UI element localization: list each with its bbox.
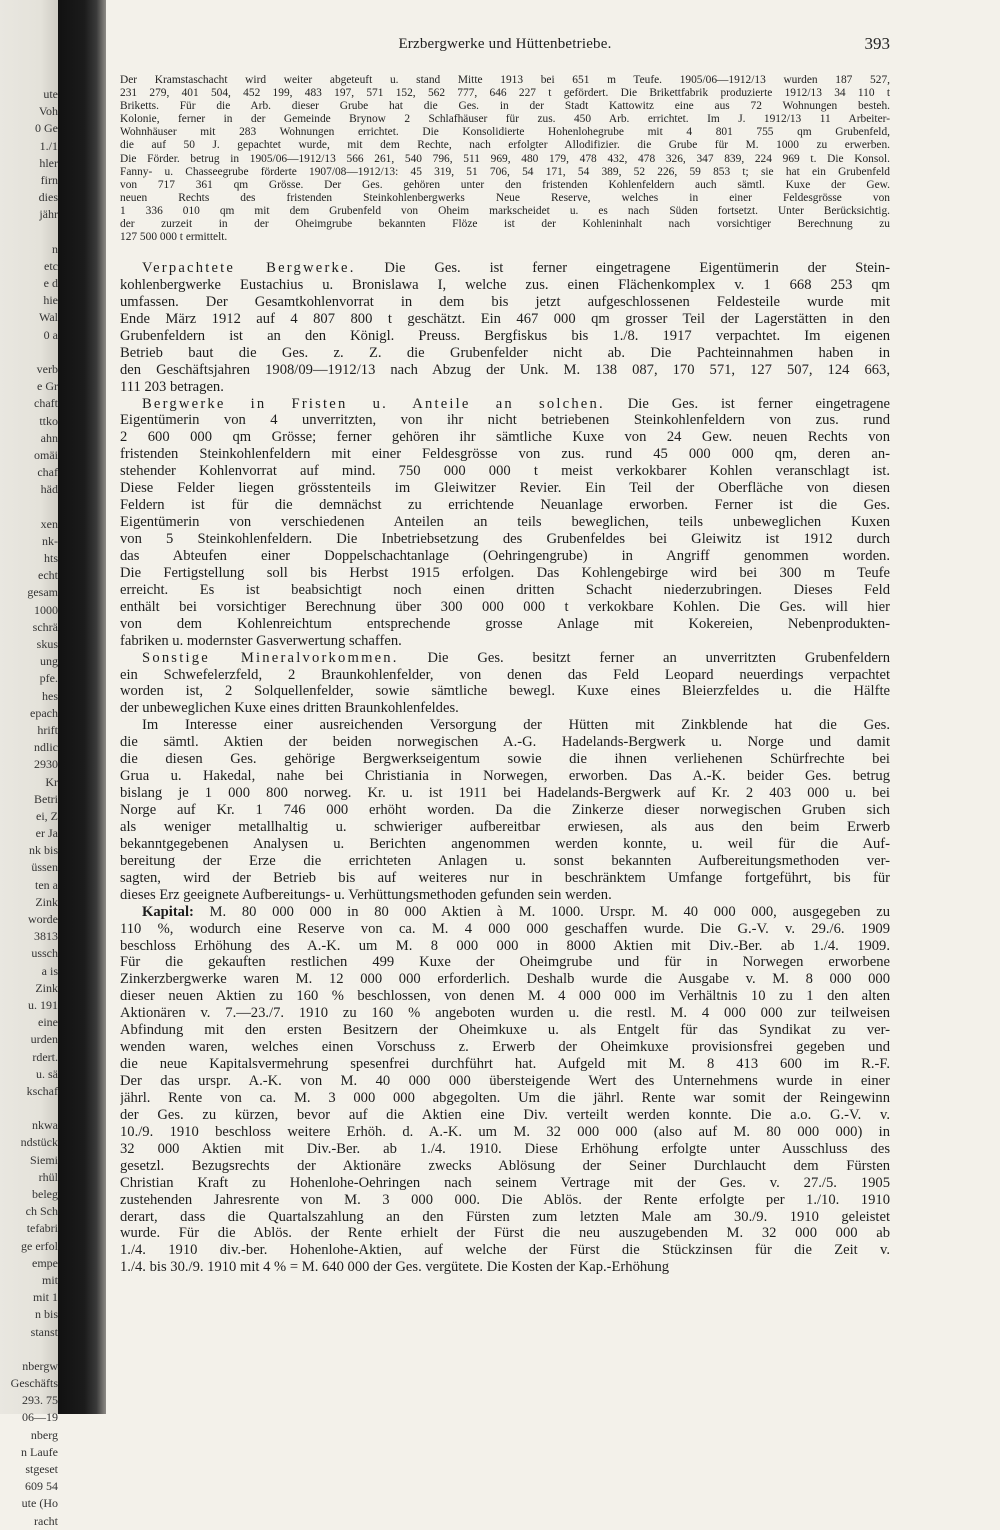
fragment-line: Betri: [34, 791, 58, 806]
text-line: Für die gekauften restlichen 499 Kuxe der Oheimgrube und für in Norwegen erworbene: [120, 954, 890, 971]
text-line: beschloss Erhöhung des A.-K. um M. 8 000 000 in 8000 Aktien mit Div.-Ber. ab 1./4. 1909.: [120, 937, 890, 954]
small-print-line: Der Kramstaschacht wird weiter abgeteuft u. stand Mitte 1913 bei 651 m Teufe. 1905/06—1912/13 wurden 187 527,: [120, 74, 890, 86]
small-print-line: Kolonie, ferner in der Gemeinde Brynow 2 Schlafhäuser für zus. 450 Arb. errichtet. Im J. 1912/13 11 Arbeiter-: [120, 113, 890, 126]
fragment-line: jähr: [39, 207, 58, 222]
text-line: von dem Kohlenreichtum entsprechende grosse Anlage mit Kokereien, Nebenprodukten-: [120, 615, 890, 632]
text-line: der Ges. zu kürzen, bevor auf die Aktien eine Div. verteilt werden konnte. Die a.o. G.-V. v.: [120, 1106, 890, 1123]
small-print-line: Wohnhäuser mit 283 Wohnungen errichtet. Die Konsolidierte Hohenlohegrube mit 4 801 755 qm Grubenfeld,: [120, 126, 890, 139]
fragment-line: [0, 499, 58, 516]
fragment-line: 0 a: [43, 327, 58, 342]
text-line: als weniger metallhaltig u. schwieriger aufbereitbar erwiesen, als aus den beim Erwerb: [120, 818, 890, 835]
fragment-line: beleg: [32, 1187, 58, 1201]
fragment-line: Zink: [35, 894, 58, 909]
page-number: 393: [864, 34, 890, 53]
text-line: der unbeweglichen Kuxe eines dritten Braunkohlenfeldes.: [120, 700, 459, 717]
fragment-line: u. 191: [28, 997, 58, 1012]
fragment-line: u. sä: [36, 1066, 58, 1081]
fragment-line: worde: [28, 912, 58, 926]
fragment-line: echt: [38, 568, 58, 583]
text-line: die diesen Ges. gehörige Bergwerkseigentum sowie die ihnen verliehenen Schürfrechte bei: [120, 751, 890, 768]
fragment-line: ndstück: [20, 1135, 58, 1150]
fragment-line: Siemi: [29, 1152, 58, 1167]
fragment-line: ute: [43, 87, 58, 101]
paragraph: [120, 260, 890, 396]
fragment-line: etc: [44, 258, 58, 273]
fragment-line: 609 54: [25, 1479, 58, 1494]
fragment-line: [0, 1100, 58, 1117]
fragment-line: pfe.: [39, 671, 58, 686]
fragment-line: rdert.: [32, 1049, 58, 1064]
text-line: Grubenfeldern ist an den Königl. Preuss. Bergfiskus bis 1./8. 1917 verpachtet. Im eigenen: [120, 327, 890, 344]
book-spine-shadow: [58, 0, 106, 1414]
text-line: 32 000 Aktien mit Div.-Ber. ab 1./4. 1910. Diese Erhöhung erfolgte unter Ausschluss des: [120, 1140, 890, 1157]
line-text: M. 80 000 000 in 80 000 Aktien à M. 1000. Urspr. M. 40 000 000, ausgegeben zu: [193, 903, 890, 920]
fragment-line: racht: [34, 1513, 58, 1528]
text-line: 2 600 000 qm Grösse; ferner gehören ihr sämtliche Kuxe von 24 Gew. neuen Rechts von: [120, 429, 890, 446]
fragment-line: ung: [40, 654, 58, 669]
paragraph: [120, 650, 890, 718]
text-line: 1./4. bis 30./9. 1910 mit 4 % = M. 640 000 der Ges. vergütete. Die Kosten der Kap.-Erhöhung: [120, 1259, 670, 1276]
text-line: dieser neuen Aktien zu 160 % beschlossen, von denen M. 4 000 000 im Verhältnis 10 zu 1 den alten: [120, 988, 890, 1005]
line-text: Die Ges. ist ferner eingetragene Eigentümerin der Stein-: [355, 260, 890, 276]
text-line: erreicht. Es ist beabsichtigt noch einen dritten Schacht niederzubringen. Dieses Feld: [120, 581, 890, 598]
text-line: die neue Kapitalsvermehrung spesenfrei durchführt hat. Aufgeld mit M. 8 413 600 im R.-F.: [120, 1056, 890, 1073]
text-line: Aktionären v. 7.—23./7. 1910 zu 160 % angeboten wurden u. die restl. M. 4 000 000 zur teilweisen: [120, 1005, 890, 1022]
text-line: umfassen. Der Gesamtkohlenvorrat in dem bis jetzt aufgeschlossenen Feldesteile wurde mit: [120, 293, 890, 310]
fragment-line: ussch: [31, 946, 58, 961]
fragment-line: hts: [43, 551, 58, 566]
small-print-line: 1 336 010 qm mit dem Grubenfeld von Oheim markscheidet u. es nach Süden fortsetzt. Unter Berücksichtig.: [120, 204, 890, 217]
fragment-line: Zink: [35, 980, 58, 995]
text-line: den Geschäftsjahren 1908/09—1912/13 nach Abzug der Unk. M. 138 087, 170 571, 127 507, 124 663,: [120, 361, 890, 378]
text-line: gesetzl. Bezugsrechts der Aktionäre zwecks Ablösung der Seiner Durchlaucht dem Fürsten: [120, 1157, 890, 1174]
text-line: derart, dass die Quartalszahlung an den Fürsten zum letzten Male am 30./9. 1910 geleistet: [120, 1208, 890, 1225]
fragment-line: ute (Ho: [21, 1496, 58, 1511]
fragment-line: nk-: [42, 533, 58, 548]
paragraph-heading: Verpachtete Bergwerke.: [142, 260, 356, 276]
text-line: Eigentümerin von verschiedenen Anteilen an teils beweglichen, teils unbeweglichen Kuxen: [120, 514, 890, 531]
fragment-line: hler: [39, 155, 58, 170]
text-line: bereitung der Erze die errichteten Anlagen u. sonst bekannten Aufbereitungsmethoden ver-: [120, 852, 890, 869]
small-print-line: von 717 361 qm Grösse. Der Ges. gehören unter den fristenden Kohlenfeldern auch sämtl. Kuxe der Gew.: [120, 178, 890, 191]
text-line: stehender Kohlenvorrat auf mind. 750 000 000 t meist verkokbarer Kohlen veranschlagt ist.: [120, 463, 890, 480]
fragment-line: hrift: [37, 722, 58, 737]
text-line: wenden waren, welches einen Vorschuss z. Erwerb der Oheimkuxe provisionsfrei gegeben und: [120, 1039, 890, 1056]
fragment-line: firn: [40, 172, 58, 187]
fragment-line: nk bis: [28, 843, 58, 858]
fragment-line: eine: [38, 1015, 58, 1030]
fragment-line: empe: [32, 1255, 58, 1270]
fragment-line: ch Sch: [25, 1204, 58, 1219]
fragment-line: mit: [41, 1272, 58, 1287]
text-line: [120, 650, 890, 667]
main-text: [120, 260, 890, 1276]
small-print-line: Briketts. Für die Arb. dieser Grube hat die Ges. in der Stadt Kattowitz eine aus 72 Wohnungen besteh.: [120, 100, 890, 113]
fragment-line: [0, 224, 58, 241]
fragment-line: rhül: [38, 1169, 58, 1184]
text-line: worden ist, 2 Solquellenfelder, sowie sämtliche bewegl. Kuxe eines Bleierzfeldes u. die Hälfte: [120, 683, 890, 700]
small-print-paragraph: [120, 74, 890, 244]
fragment-line: kschaf: [26, 1083, 58, 1098]
fragment-line: tefabri: [26, 1221, 58, 1236]
text-line: Grua u. Hakedal, nahe bei Christiania in Norwegen, erworben. Das A.-K. beider Ges. betrug: [120, 768, 890, 785]
fragment-line: verb: [36, 362, 58, 376]
fragment-line: [0, 1341, 58, 1358]
fragment-line: 0 Ge: [35, 121, 58, 136]
fragment-line: xen: [40, 516, 58, 531]
fragment-line: ndlic: [34, 740, 58, 755]
text-line: [120, 396, 890, 413]
fragment-line: 1000: [34, 602, 58, 617]
line-text: Die Ges. ist ferner eingetragene: [604, 395, 890, 412]
fragment-line: 1./1: [39, 138, 58, 153]
fragment-line: nkwa: [32, 1118, 58, 1133]
small-print-line: 127 500 000 t ermittelt.: [120, 231, 228, 244]
text-line: fabriken u. modernster Gasverwertung schaffen.: [120, 632, 402, 649]
small-print-line: neuen Rechts des fristenden Steinkohlenbergwerks Neue Reserve, welches in einer Feldesgrösse von: [120, 191, 890, 204]
fragment-line: a is: [41, 963, 58, 978]
fragment-line: Kr: [45, 774, 58, 789]
small-print-line: Die Förder. betrug in 1905/06—1912/13 566 261, 540 796, 511 969, 480 179, 478 432, 478 326, 347 839, 224 969 t. Die Konsol.: [120, 152, 890, 165]
fragment-line: ten a: [35, 877, 58, 892]
line-text: Die Ges. besitzt ferner an unverritzten Grubenfeldern: [398, 649, 890, 666]
small-print-line: 231 279, 401 504, 452 199, 483 197, 571 152, 562 777, 646 227 t gefördert. Die Brikettfabrik produzierte 1912/13 34 110 t: [120, 87, 890, 100]
text-line: Die Fertigstellung soll bis Herbst 1915 erfolgen. Das Kohlengebirge wird bei 300 m Teufe: [120, 564, 890, 581]
text-line: [120, 904, 890, 921]
text-line: dieses Erz geeignete Aufbereitungs- u. Verhüttungsmethoden gefunden sein werden.: [120, 886, 612, 903]
running-title: Erzbergwerke und Hüttenbetriebe.: [398, 36, 612, 52]
fragment-line: 06—19: [22, 1410, 58, 1425]
fragment-line: chaf: [37, 465, 58, 480]
fragment-line: chaft: [34, 396, 58, 411]
text-line: bislang je 1 000 800 norweg. Kr. u. ist 1911 bei Hadelands-Bergwerk auf Kr. 2 403 000 u. bei: [120, 785, 890, 802]
fragment-line: 3813: [34, 929, 58, 944]
text-line: jährl. Rente von ca. M. 3 000 000 abgegolten. Um die jährl. Rente war somit der Reingewinn: [120, 1089, 890, 1106]
fragment-line: ttko: [39, 413, 58, 428]
paragraph-heading: Bergwerke in Fristen u. Anteile an solchen.: [142, 395, 605, 412]
text-line: Diese Felder liegen grösstenteils im Gleiwitzer Revier. Ein Teil der Oberfläche von diesen: [120, 480, 890, 497]
fragment-line: dies: [38, 190, 58, 205]
fragment-line: mit 1: [32, 1290, 58, 1305]
text-line: Zinkerzbergwerke waren M. 12 000 000 erforderlich. Deshalb wurde die Ausgabe v. M. 8 000 000: [120, 971, 890, 988]
text-line: 110 %, wodurch eine Reserve von ca. M. 4 000 000 geschaffen wurde. Die G.-V. v. 29./6. 1909: [120, 920, 890, 937]
text-line: 10./9. 1910 beschloss weitere Erhöh. d. A.-K. um M. 32 000 000 (also auf M. 80 000 000) in: [120, 1123, 890, 1140]
fragment-line: omäi: [34, 447, 58, 462]
fragment-line: ei, Z: [36, 808, 58, 823]
text-line: [120, 260, 890, 277]
small-print-line: die auf 50 J. gepachtet wurde, mit dem Rechte, nach erfolgter Allodifizier. die Grube für M. 1000 zu erwerben.: [120, 139, 890, 152]
running-header: [120, 36, 890, 60]
fragment-line: skus: [36, 637, 58, 651]
text-line: Ende März 1912 auf 4 807 800 t geschätzt. Ein 467 000 qm grosser Teil der Lagerstätten in den: [120, 310, 890, 327]
fragment-line: ge erfol: [21, 1238, 58, 1253]
text-line: Betrieb baut die Ges. z. Z. die Grubenfelder nicht ab. Die Pachteinnahmen haben in: [120, 344, 890, 361]
text-line: ein Schwefelerzfeld, 2 Braunkohlenfelder, von denen das Feld Leopard neuerdings verpachtet: [120, 666, 890, 683]
fragment-line: urden: [30, 1032, 58, 1047]
text-line: Abfindung mit den ersten Besitzern der Oheimkuxe u. als Entgelt für das Syndikat zu ver-: [120, 1022, 890, 1039]
fragment-line: epach: [30, 705, 58, 720]
fragment-line: Geschäfts: [10, 1376, 58, 1391]
text-line: Christian Kraft zu Hohenlohe-Oehringen nach seinem Vertrage mit der Ges. v. 27./5. 1905: [120, 1174, 890, 1191]
fragment-line: hie: [43, 293, 58, 308]
fragment-line: gesam: [27, 585, 58, 600]
fragment-line: Wal: [38, 310, 58, 325]
text-line: das Abteufen einer Doppelschachtanlage (Oehringengrube) in Angriff genommen worden.: [120, 547, 890, 564]
text-line: Im Interesse einer ausreichenden Versorgung der Hütten mit Zinkblende hat die Ges.: [142, 717, 890, 734]
paragraph-heading: Kapital:: [142, 903, 194, 920]
fragment-line: stanst: [30, 1324, 58, 1339]
small-print-line: der zurzeit in der Oheimgrube bekannten Flöze ist der Kohleninhalt nach vorsichtiger Berechnung zu: [120, 218, 890, 231]
paragraph: [120, 904, 890, 1277]
text-line: Norge auf Kr. 1 746 000 erhöht worden. Da die Zinkerze dieser norwegischen Gruben sich: [120, 802, 890, 818]
text-line: von 5 Steinkohlenfeldern. Die Inbetriebsetzung des Grubenfeldes bei Gleiwitz ist 1912 durch: [120, 531, 890, 547]
text-line: bekanntgegebenen Analysen u. Berichten angenommen werden konnte, u. weil für die Auf-: [120, 835, 890, 852]
paragraph: [120, 717, 890, 903]
fragment-line: ahn: [40, 430, 58, 445]
text-line: 1./4. 1910 div.-ber. Hohenlohe-Aktien, auf welche der Fürst die Stückzinsen für die Zeit v.: [120, 1242, 890, 1259]
text-line: die sämtl. Aktien der beiden norwegischen A.-G. Hadelands-Bergwerk u. Norge und damit: [120, 734, 890, 751]
fragment-line: stgeset: [25, 1462, 58, 1476]
page: [120, 0, 890, 1414]
text-line: kohlenbergwerke Eustachius u. Bronislawa I, welche zus. einen Flächenkomplex v. 1 668 253 qm: [120, 276, 890, 293]
text-line: Der das urspr. A.-K. von M. 40 000 000 übersteigende Wert des Unternehmens wurde in einer: [120, 1073, 890, 1089]
fragment-line: nberg: [30, 1427, 58, 1442]
small-print-line: Fanny- u. Chasseegrube förderte 1907/08—1912/13: 45 319, 51 706, 54 171, 54 389, 52 226, 59 853 t; sie hat ein Grubenfeld: [120, 165, 890, 178]
fragment-line: nbergw: [22, 1358, 58, 1373]
fragment-line: 293. 75: [22, 1393, 58, 1408]
text-line: sagten, wird der Betrieb bis auf weiteres nur in beschränktem Umfange fortgeführt, bis für: [120, 869, 890, 886]
previous-page-text-fragments: [0, 86, 58, 1530]
text-line: fristenden Steinkohlenfeldern mit einer Feldesgrösse von zus. rund 45 000 000 qm, deren an-: [120, 446, 890, 463]
fragment-line: e d: [43, 276, 58, 291]
text-line: enthält bei vorsichtiger Berechnung über 300 000 000 t verkokbare Kohlen. Die Ges. will hier: [120, 598, 890, 615]
fragment-line: n bis: [34, 1307, 58, 1322]
fragment-line: e Gr: [37, 379, 58, 394]
text-line: Feldern ist für die demnächst zu errichtende Neuanlage erworben. Ferner ist die Ges.: [120, 497, 890, 514]
text-line: Eigentümerin von 4 unverritzten, von ihr nicht betriebenen Steinkohlenfeldern von zus. rund: [120, 412, 890, 429]
fragment-line: [0, 344, 58, 361]
fragment-line: schrä: [32, 619, 58, 634]
fragment-line: häd: [40, 482, 58, 497]
fragment-line: er Ja: [35, 826, 58, 841]
fragment-line: n: [52, 241, 58, 256]
fragment-line: Voh: [38, 104, 58, 119]
fragment-line: hes: [42, 688, 58, 703]
fragment-line: üssen: [31, 860, 58, 875]
text-line: zustehenden Jahresrente von M. 3 000 000. Die Ablös. der Rente erfolgte per 1./10. 1910: [120, 1191, 890, 1208]
text-line: wurde. Für die Ablös. der Rente erhielt der Fürst die neu auszugebenden M. 32 000 000 ab: [120, 1225, 890, 1242]
paragraph-heading: Sonstige Mineralvorkommen.: [142, 649, 399, 666]
text-line: 111 203 betragen.: [120, 378, 224, 395]
paragraph: [120, 396, 890, 650]
fragment-line: n Laufe: [21, 1444, 58, 1459]
fragment-line: 2930: [34, 757, 58, 772]
